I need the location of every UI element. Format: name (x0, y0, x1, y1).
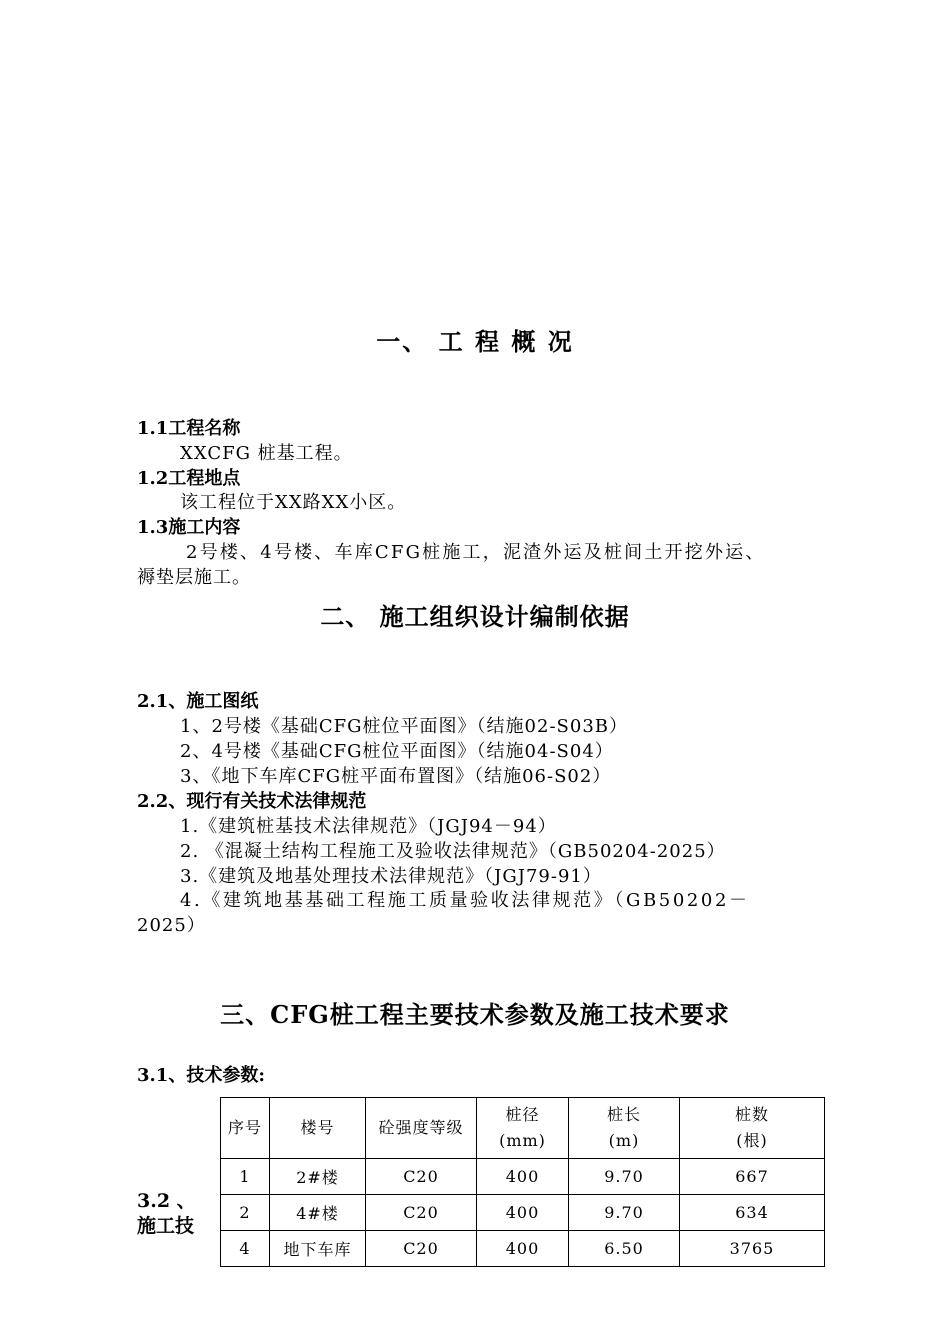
heading-1-3: 1.3施工内容 (137, 517, 241, 538)
cell-serial-no: 4 (221, 1231, 270, 1267)
cell-concrete-grade: C20 (366, 1159, 477, 1195)
cell-pile-diameter: 400 (477, 1195, 569, 1231)
heading-3-2-line-2: 施工技 (137, 1215, 195, 1237)
standard-item-4-continued: 2025） (137, 915, 206, 936)
construction-content-line-1: 2号楼、4号楼、车库CFG桩施工，泥渣外运及桩间土开挖外运、 (186, 542, 766, 563)
cell-pile-diameter: 400 (477, 1159, 569, 1195)
header-pile-count: 桩数 (根) (680, 1098, 825, 1159)
cell-pile-count: 634 (680, 1195, 825, 1231)
heading-3-2-line-1: 3.2 、 (137, 1190, 196, 1212)
section-2-title: 二、 施工组织设计编制依据 (320, 602, 630, 631)
technical-parameters-table (220, 1097, 825, 1267)
standard-item-2: 2. 《混凝土结构工程施工及验收法律规范》（GB50204-2025） (180, 841, 726, 862)
header-pile-diameter: 桩径 (mm) (477, 1098, 569, 1159)
header-concrete-grade: 砼强度等级 (366, 1098, 477, 1159)
cell-serial-no: 1 (221, 1159, 270, 1195)
cell-pile-count: 3765 (680, 1231, 825, 1267)
drawing-item-2: 2、4号楼《基础CFG桩位平面图》（结施04-S04） (180, 741, 614, 762)
standard-item-3: 3.《建筑及地基处理技术法律规范》（JGJ79-91） (180, 866, 602, 887)
project-location-text: 该工程位于XX路XX小区。 (180, 492, 407, 513)
cell-building-no: 2#楼 (270, 1159, 366, 1195)
cell-pile-length: 6.50 (569, 1231, 680, 1267)
drawing-item-3: 3、《地下车库CFG桩平面布置图》（结施06-S02） (180, 766, 612, 787)
cell-serial-no: 2 (221, 1195, 270, 1231)
cell-pile-diameter: 400 (477, 1231, 569, 1267)
table-header-row (221, 1098, 825, 1159)
heading-1-2: 1.2工程地点 (137, 468, 241, 489)
cell-concrete-grade: C20 (366, 1195, 477, 1231)
table-row (221, 1195, 825, 1231)
cell-building-no: 地下车库 (270, 1231, 366, 1267)
cell-pile-count: 667 (680, 1159, 825, 1195)
header-serial-no: 序号 (221, 1098, 270, 1159)
heading-2-2: 2.2、现行有关技术法律规范 (137, 791, 367, 812)
construction-content-line-2: 褥垫层施工。 (137, 567, 251, 588)
cell-pile-length: 9.70 (569, 1195, 680, 1231)
standard-item-1: 1.《建筑桩基技术法律规范》（JGJ94－94） (180, 816, 557, 837)
project-name-text: XXCFG 桩基工程。 (180, 443, 353, 464)
header-building-no: 楼号 (270, 1098, 366, 1159)
heading-2-1: 2.1、施工图纸 (137, 691, 259, 712)
cell-concrete-grade: C20 (366, 1231, 477, 1267)
drawing-item-1: 1、2号楼《基础CFG桩位平面图》（结施02-S03B） (180, 716, 628, 737)
cell-building-no: 4#楼 (270, 1195, 366, 1231)
heading-1-1: 1.1工程名称 (137, 418, 241, 439)
cell-pile-length: 9.70 (569, 1159, 680, 1195)
table-row (221, 1231, 825, 1267)
section-3-title: 三、CFG桩工程主要技术参数及施工技术要求 (220, 1000, 730, 1029)
section-1-title: 一、 工 程 概 况 (376, 327, 574, 356)
header-pile-length: 桩长 (m) (569, 1098, 680, 1159)
table-row (221, 1159, 825, 1195)
standard-item-4: 4.《建筑地基基础工程施工质量验收法律规范》（GB50202－ (180, 890, 750, 911)
heading-3-1: 3.1、技术参数: (137, 1065, 265, 1086)
